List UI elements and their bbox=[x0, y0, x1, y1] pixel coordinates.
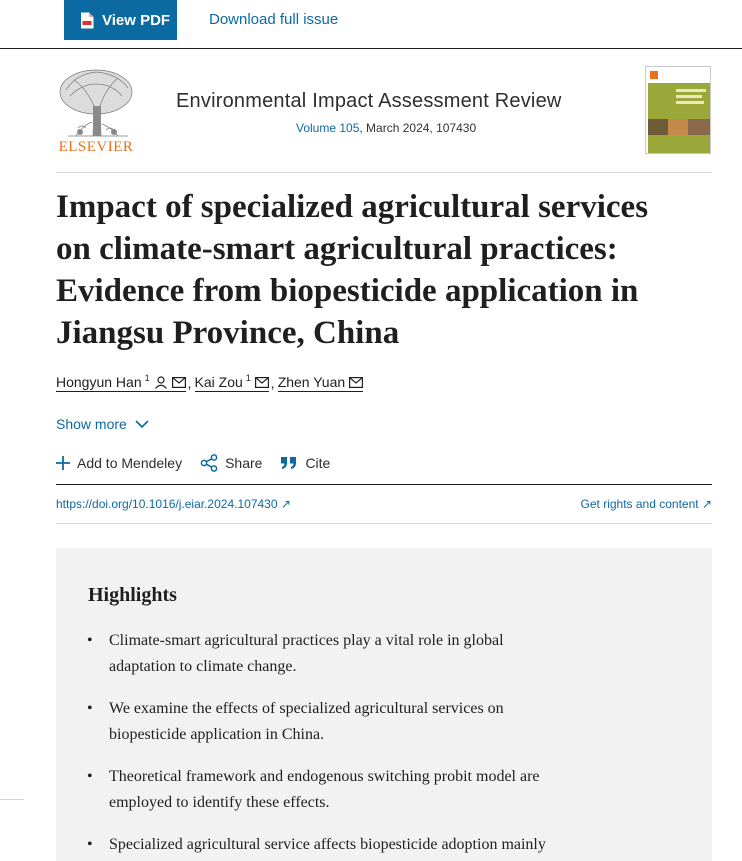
get-rights-link[interactable] bbox=[581, 497, 712, 511]
article-title-line: Impact of specialized agricultural services bbox=[56, 189, 649, 225]
sidebar-edge-divider bbox=[0, 799, 24, 800]
article-actions bbox=[56, 454, 348, 472]
issue-info: , March 2024, 107430 bbox=[359, 121, 477, 135]
author-name: Kai Zou bbox=[194, 374, 243, 390]
show-more-label: Show more bbox=[56, 416, 127, 432]
highlight-line: We examine the effects of specialized agricultural services on bbox=[109, 700, 504, 717]
pdf-file-icon bbox=[80, 12, 94, 29]
highlight-line: Climate-smart agricultural practices play a vital role in global bbox=[109, 632, 504, 649]
highlight-item bbox=[84, 764, 584, 816]
actions-divider bbox=[56, 484, 712, 485]
plus-icon bbox=[56, 456, 70, 470]
share-button[interactable] bbox=[200, 454, 262, 472]
highlight-line: biopesticide application in China. bbox=[109, 726, 325, 743]
top-toolbar bbox=[0, 0, 742, 49]
highlight-line: Theoretical framework and endogenous switching probit model are bbox=[109, 768, 540, 785]
volume-link[interactable]: Volume 105 bbox=[296, 121, 360, 135]
article-title-line: on climate-smart agricultural practices: bbox=[56, 231, 618, 267]
highlight-item bbox=[84, 628, 584, 680]
download-full-issue-link[interactable]: Download full issue bbox=[209, 11, 339, 28]
author-link[interactable] bbox=[278, 374, 363, 392]
cite-button[interactable] bbox=[280, 455, 330, 471]
journal-volume-info bbox=[296, 121, 476, 135]
doi-text: https://doi.org/10.1016/j.eiar.2024.107430 bbox=[56, 497, 278, 511]
rights-text: Get rights and content bbox=[580, 497, 699, 511]
article-title bbox=[56, 186, 696, 354]
chevron-down-icon bbox=[135, 420, 149, 429]
journal-divider bbox=[56, 172, 712, 173]
highlight-item bbox=[84, 696, 584, 748]
envelope-icon bbox=[349, 377, 363, 388]
journal-title[interactable]: Environmental Impact Assessment Review bbox=[176, 90, 562, 112]
share-label: Share bbox=[225, 455, 263, 471]
envelope-icon bbox=[172, 377, 186, 388]
highlight-line: Specialized agricultural service affects biopesticide adoption mainly bbox=[109, 836, 546, 853]
view-pdf-button[interactable] bbox=[64, 0, 177, 40]
mendeley-label: Add to Mendeley bbox=[77, 455, 183, 471]
highlight-item bbox=[84, 832, 584, 858]
highlight-line: employed to identify these effects. bbox=[109, 794, 330, 811]
cite-label: Cite bbox=[305, 455, 331, 471]
author-link[interactable] bbox=[56, 374, 186, 392]
add-to-mendeley-button[interactable] bbox=[56, 455, 182, 471]
author-link[interactable] bbox=[195, 374, 269, 392]
author-name: Hongyun Han bbox=[56, 374, 142, 390]
elsevier-wordmark: ELSEVIER bbox=[58, 139, 134, 155]
author-affiliation-sup: 1 bbox=[144, 373, 150, 383]
journal-header bbox=[0, 50, 742, 172]
cover-art bbox=[646, 67, 711, 154]
journal-cover-image[interactable] bbox=[645, 66, 711, 154]
highlight-line: adaptation to climate change. bbox=[109, 658, 297, 675]
highlights-list bbox=[84, 628, 584, 861]
share-icon bbox=[200, 454, 218, 472]
show-more-button[interactable] bbox=[56, 416, 149, 432]
doi-divider bbox=[56, 523, 712, 524]
external-link-arrow-icon: ↗ bbox=[701, 497, 712, 511]
quote-icon bbox=[280, 456, 298, 470]
author-affiliation-sup: 1 bbox=[245, 373, 251, 383]
highlights-panel bbox=[56, 548, 712, 861]
person-icon bbox=[154, 376, 168, 389]
author-name: Zhen Yuan bbox=[277, 374, 346, 390]
envelope-icon bbox=[255, 377, 269, 388]
external-link-arrow-icon: ↗ bbox=[280, 497, 291, 511]
author-list bbox=[56, 374, 363, 392]
article-title-line: Jiangsu Province, China bbox=[56, 315, 400, 351]
author-separator: , bbox=[187, 375, 192, 391]
view-pdf-label: View PDF bbox=[102, 11, 171, 29]
highlights-title: Highlights bbox=[88, 584, 177, 606]
article-title-line: Evidence from biopesticide application in bbox=[56, 273, 639, 309]
doi-link[interactable] bbox=[56, 497, 291, 511]
author-separator: , bbox=[270, 375, 275, 391]
